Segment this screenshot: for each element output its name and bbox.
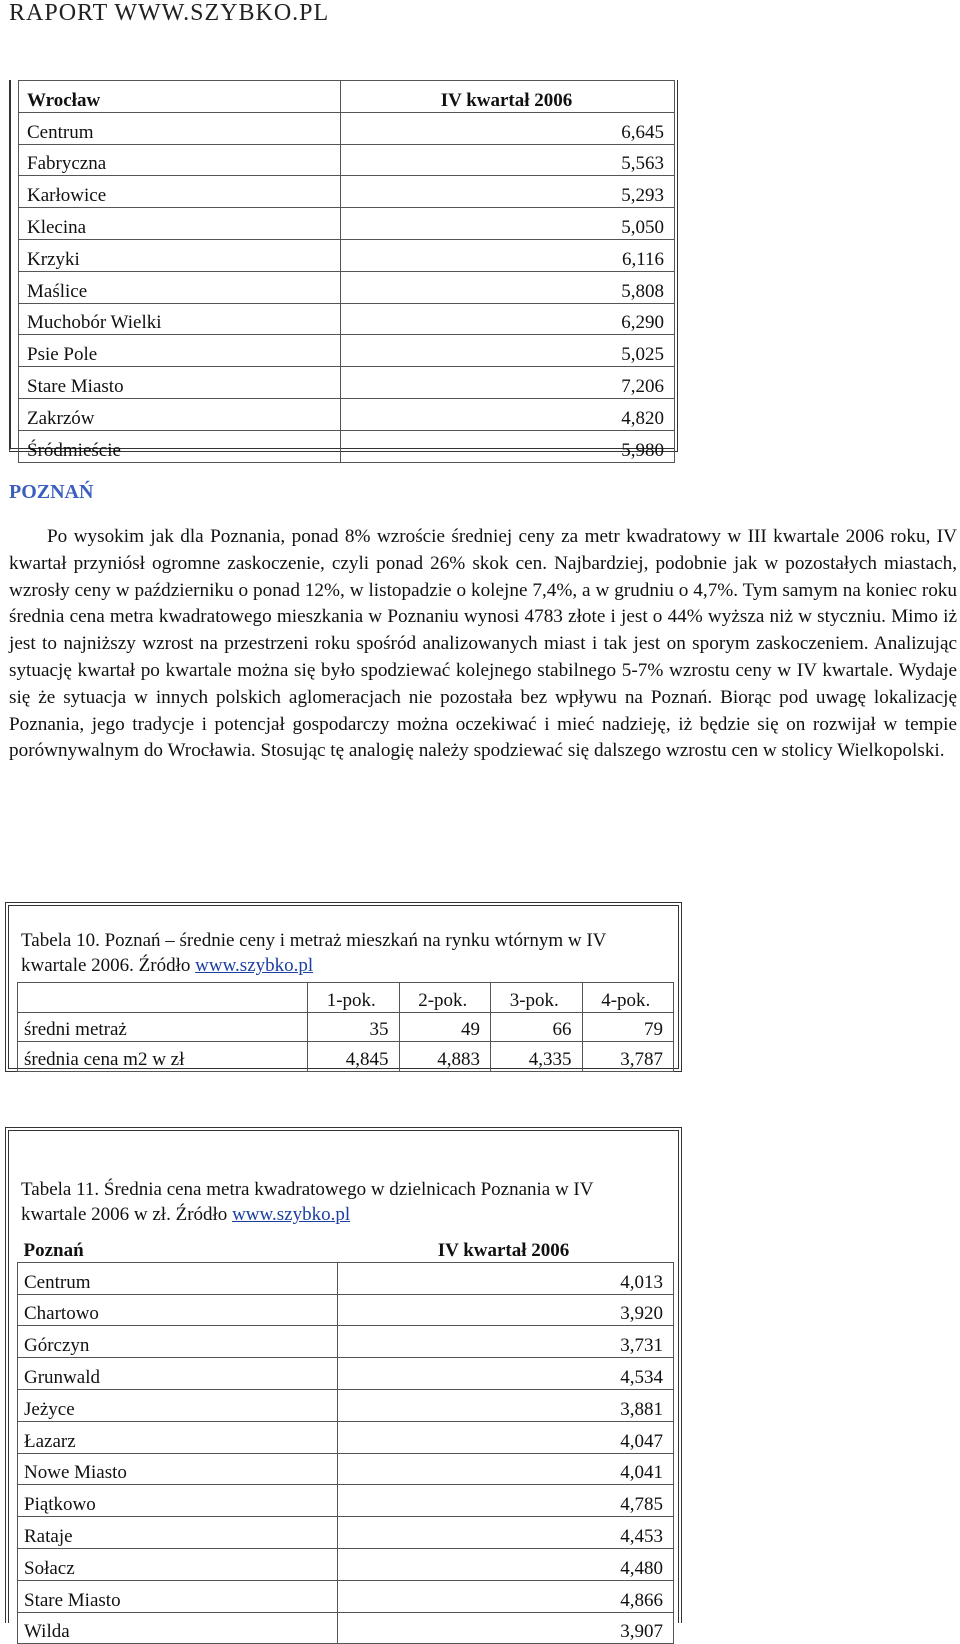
table11-caption (21, 1177, 661, 1227)
table-row (18, 1294, 674, 1326)
table-row (19, 239, 675, 271)
table-row (19, 367, 675, 399)
table-row (19, 271, 675, 303)
price-value: 7,206 (341, 367, 675, 399)
district-name: Psie Pole (19, 335, 341, 367)
cell-value: 66 (491, 1012, 583, 1042)
cell-value: 4,883 (399, 1042, 491, 1072)
district-name: Maślice (19, 271, 341, 303)
cell-value: 79 (582, 1012, 674, 1042)
table-row (18, 1262, 674, 1294)
caption-text: Tabela 11. Średnia cena metra kwadratowego w dzielnicach Poznania w IV kwartale 2006 w zł. Źródło (21, 1179, 594, 1225)
row-label: średnia cena m2 w zł (18, 1042, 308, 1072)
price-value: 5,808 (341, 271, 675, 303)
table-row (18, 1548, 674, 1580)
table-row (18, 1012, 674, 1042)
district-name: Karłowice (19, 176, 341, 208)
report-header: RAPORT WWW.SZYBKO.PL (9, 0, 330, 26)
district-name: Stare Miasto (19, 367, 341, 399)
district-name: Piątkowo (18, 1485, 338, 1517)
district-name: Grunwald (18, 1358, 338, 1390)
price-value: 4,866 (338, 1580, 674, 1612)
source-link[interactable]: www.szybko.pl (232, 1204, 351, 1225)
price-value: 4,047 (338, 1421, 674, 1453)
row-label: średni metraż (18, 1012, 308, 1042)
table-row (19, 208, 675, 240)
district-name: Śródmieście (19, 430, 341, 462)
price-value: 4,480 (338, 1548, 674, 1580)
price-value: 5,050 (341, 208, 675, 240)
price-value: 6,116 (341, 239, 675, 271)
wroclaw-price-table (18, 80, 675, 463)
district-name: Wilda (18, 1612, 338, 1644)
wroclaw-table-frame (9, 80, 678, 461)
table-row (18, 1389, 674, 1421)
table11-frame (5, 1127, 682, 1643)
column-header-district: Wrocław (19, 81, 341, 113)
price-value: 4,820 (341, 398, 675, 430)
district-name: Sołacz (18, 1548, 338, 1580)
district-name: Nowe Miasto (18, 1453, 338, 1485)
table-row (18, 1358, 674, 1390)
district-name: Rataje (18, 1517, 338, 1549)
district-name: Jeżyce (18, 1389, 338, 1421)
table-header-row (18, 983, 674, 1013)
table-row (18, 1421, 674, 1453)
cell-value: 3,787 (582, 1042, 674, 1072)
column-header-blank (18, 983, 308, 1013)
district-name: Górczyn (18, 1326, 338, 1358)
price-value: 3,907 (338, 1612, 674, 1644)
price-value: 5,025 (341, 335, 675, 367)
table10-apartment-stats (17, 982, 674, 1072)
table-row (18, 1485, 674, 1517)
price-value: 3,881 (338, 1389, 674, 1421)
district-name: Centrum (19, 112, 341, 144)
table-row (18, 1326, 674, 1358)
cell-value: 35 (308, 1012, 400, 1042)
price-value: 5,980 (341, 430, 675, 462)
section-paragraph: Po wysokim jak dla Poznania, ponad 8% wzroście średniej ceny za metr kwadratowy w III kwartale 2006 roku, IV kwartał przyniósł ogromne zaskoczenie, czyli ponad 26% skok cen. Najbardziej, podobnie jak w pozostałych miastach, wzrosły ceny w październiku o ponad 12%, w listopadzie o kolejne 7,4%, a w grudniu o 4,7%. Tym samym na koniec roku średnia cena metra kwadratowego mieszkania w Poznaniu wynosi 4783 złote i jest o 44% wyższa niż w styczniu. Mimo iż jest to najniższy wzrost na przestrzeni roku spośród analizowanych miast i tak jest on sporym zaskoczeniem. Analizując sytuację kwartał po kwartale można się było spodziewać kolejnego stabilnego 5-7% wzrostu ceny w IV kwartale. Wydaje się że sytuacja w innych polskich aglomeracjach nie pozostała bez wpływu na Poznań. Biorąc pod uwagę lokalizację Poznania, jego tradycje i potencjał gospodarczy można oczekiwać i mieć nadzieję, iż będzie się on rozwijał w tempie porównywalnym do Wrocławia. Stosując tę analogię należy spodziewać się dalszego wzrostu cen w stolicy Wielkopolski. (9, 526, 957, 762)
table-row (18, 1453, 674, 1485)
table10-frame (5, 902, 682, 1072)
district-name: Łazarz (18, 1421, 338, 1453)
table-row (19, 303, 675, 335)
price-value: 5,293 (341, 176, 675, 208)
column-header-rooms: 4-pok. (582, 983, 674, 1013)
table-row (18, 1612, 674, 1644)
table-header-row (18, 1231, 674, 1262)
price-value: 4,785 (338, 1485, 674, 1517)
column-header-rooms: 1-pok. (308, 983, 400, 1013)
table-row (18, 1580, 674, 1612)
table-row (19, 335, 675, 367)
district-name: Chartowo (18, 1294, 338, 1326)
section-title: POZNAŃ (9, 481, 94, 503)
price-value: 5,563 (341, 144, 675, 176)
cell-value: 4,845 (308, 1042, 400, 1072)
cell-value: 49 (399, 1012, 491, 1042)
table-row (19, 398, 675, 430)
caption-text: Tabela 10. Poznań – średnie ceny i metraż mieszkań na rynku wtórnym w IV kwartale 2006. Źródło (21, 930, 607, 976)
district-name: Zakrzów (19, 398, 341, 430)
column-header-rooms: 3-pok. (491, 983, 583, 1013)
price-value: 4,534 (338, 1358, 674, 1390)
district-name: Muchobór Wielki (19, 303, 341, 335)
price-value: 3,731 (338, 1326, 674, 1358)
district-name: Klecina (19, 208, 341, 240)
table-row (19, 176, 675, 208)
district-name: Krzyki (19, 239, 341, 271)
column-header-rooms: 2-pok. (399, 983, 491, 1013)
cell-value: 4,335 (491, 1042, 583, 1072)
table-header-row (19, 81, 675, 113)
column-header-quarter: IV kwartał 2006 (341, 81, 675, 113)
table-row (18, 1042, 674, 1072)
table-row (19, 112, 675, 144)
source-link[interactable]: www.szybko.pl (195, 955, 314, 976)
district-name: Centrum (18, 1262, 338, 1294)
price-value: 3,920 (338, 1294, 674, 1326)
column-header-district: Poznań (23, 1239, 84, 1261)
price-value: 6,290 (341, 303, 675, 335)
district-name: Fabryczna (19, 144, 341, 176)
price-value: 6,645 (341, 112, 675, 144)
table-row (19, 430, 675, 462)
price-value: 4,041 (338, 1453, 674, 1485)
table10-caption (21, 928, 661, 978)
price-value: 4,013 (338, 1262, 674, 1294)
table-row (19, 144, 675, 176)
column-header-quarter: IV kwartał 2006 (437, 1239, 570, 1261)
district-name: Stare Miasto (18, 1580, 338, 1612)
poznan-price-table (17, 1231, 674, 1644)
table-row (18, 1517, 674, 1549)
price-value: 4,453 (338, 1517, 674, 1549)
